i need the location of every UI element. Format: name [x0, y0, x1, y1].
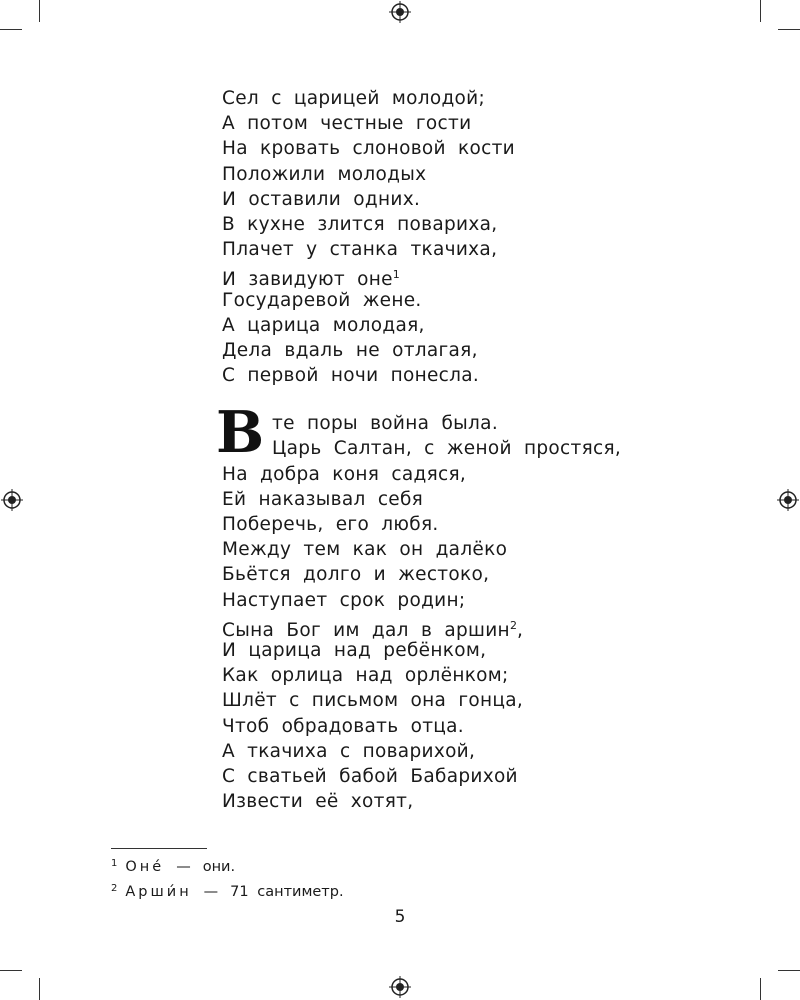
poem-line: И царица над ребёнком, — [222, 639, 487, 661]
poem-line: Чтоб обрадовать отца. — [222, 715, 464, 737]
poem-line: А потом честные гости — [222, 113, 472, 135]
footnote-divider — [111, 848, 207, 849]
poem-line-text: И завидуют оне — [222, 269, 393, 291]
poem-line: Дела вдаль не отлагая, — [222, 339, 478, 361]
footnote-definition: 71 сантиметр. — [230, 884, 344, 900]
poem-line: Сел с царицей молодой; — [222, 88, 486, 109]
poem-line: А ткачиха с поварихой, — [222, 740, 476, 762]
poem-line: те поры война была. — [272, 413, 498, 435]
crop-mark-bottom-left-h — [0, 970, 22, 971]
crop-mark-top-left-h — [0, 29, 22, 30]
poem-line: Как орлица над орлёнком; — [222, 665, 509, 687]
footnote-1 — [111, 853, 344, 878]
crop-mark-top-left-v — [39, 0, 40, 22]
poem-line: С первой ночи понесла. — [222, 365, 480, 387]
poem-line: Шлёт с письмом она гонца, — [222, 690, 524, 712]
poem-line: На кровать слоновой кости — [222, 138, 515, 160]
crop-mark-bottom-right-v — [760, 978, 761, 1000]
poem-line: Положили молодых — [222, 163, 427, 185]
footnotes — [111, 853, 344, 903]
registration-mark-top-icon — [389, 1, 411, 23]
poem-line: Государевой жене. — [222, 289, 422, 311]
drop-cap: В — [216, 399, 265, 467]
crop-mark-top-right-h — [778, 29, 800, 30]
footnote-mark-2: 2 — [509, 618, 517, 632]
poem-line-punctuation: , — [516, 619, 524, 641]
poem-body — [216, 86, 682, 814]
footnote-term: Оне́ — [125, 859, 165, 875]
footnote-2 — [111, 878, 344, 903]
poem-line: В кухне злится повариха, — [222, 213, 498, 235]
footnote-definition: они. — [202, 859, 236, 875]
crop-mark-top-right-v — [760, 0, 761, 22]
crop-mark-bottom-left-v — [39, 978, 40, 1000]
poem-line: Между тем как он далёко — [222, 539, 508, 561]
footnote-dash: — — [203, 884, 219, 900]
poem-line: С сватьей бабой Бабарихой — [222, 765, 518, 787]
poem-line: На добра коня садяся, — [222, 463, 467, 485]
registration-mark-left-icon — [1, 489, 23, 511]
footnote-term: Арши́н — [125, 884, 192, 900]
poem-line: Поберечь, его любя. — [222, 514, 439, 535]
page-number: 5 — [394, 907, 406, 927]
poem-line: Извести её хотят, — [222, 791, 414, 813]
footnote-dash: — — [176, 859, 191, 875]
stanza-2 — [216, 399, 682, 814]
footnote-number: 1 — [111, 858, 118, 869]
poem-line-text: Сына Бог им дал в аршин — [222, 619, 510, 641]
stanza-gap — [222, 388, 682, 411]
footnote-mark-1: 1 — [392, 268, 400, 282]
poem-line — [222, 613, 682, 641]
crop-mark-bottom-right-h — [778, 970, 800, 971]
poem-line: А царица молодая, — [222, 314, 425, 336]
registration-mark-bottom-icon — [389, 976, 411, 998]
poem-line: Царь Салтан, с женой простяся, — [272, 438, 622, 460]
stanza-1 — [222, 86, 682, 388]
poem-line: Ей наказывал себя — [222, 488, 424, 510]
footnote-number: 2 — [111, 883, 118, 894]
poem-line: И оставили одних. — [222, 188, 421, 210]
poem-line — [222, 262, 682, 291]
poem-line: Наступает срок родин; — [222, 589, 466, 611]
poem-line: Плачет у станка ткачиха, — [222, 239, 498, 261]
poem-line: Бьётся долго и жестоко, — [222, 564, 490, 586]
registration-mark-right-icon — [777, 489, 799, 511]
